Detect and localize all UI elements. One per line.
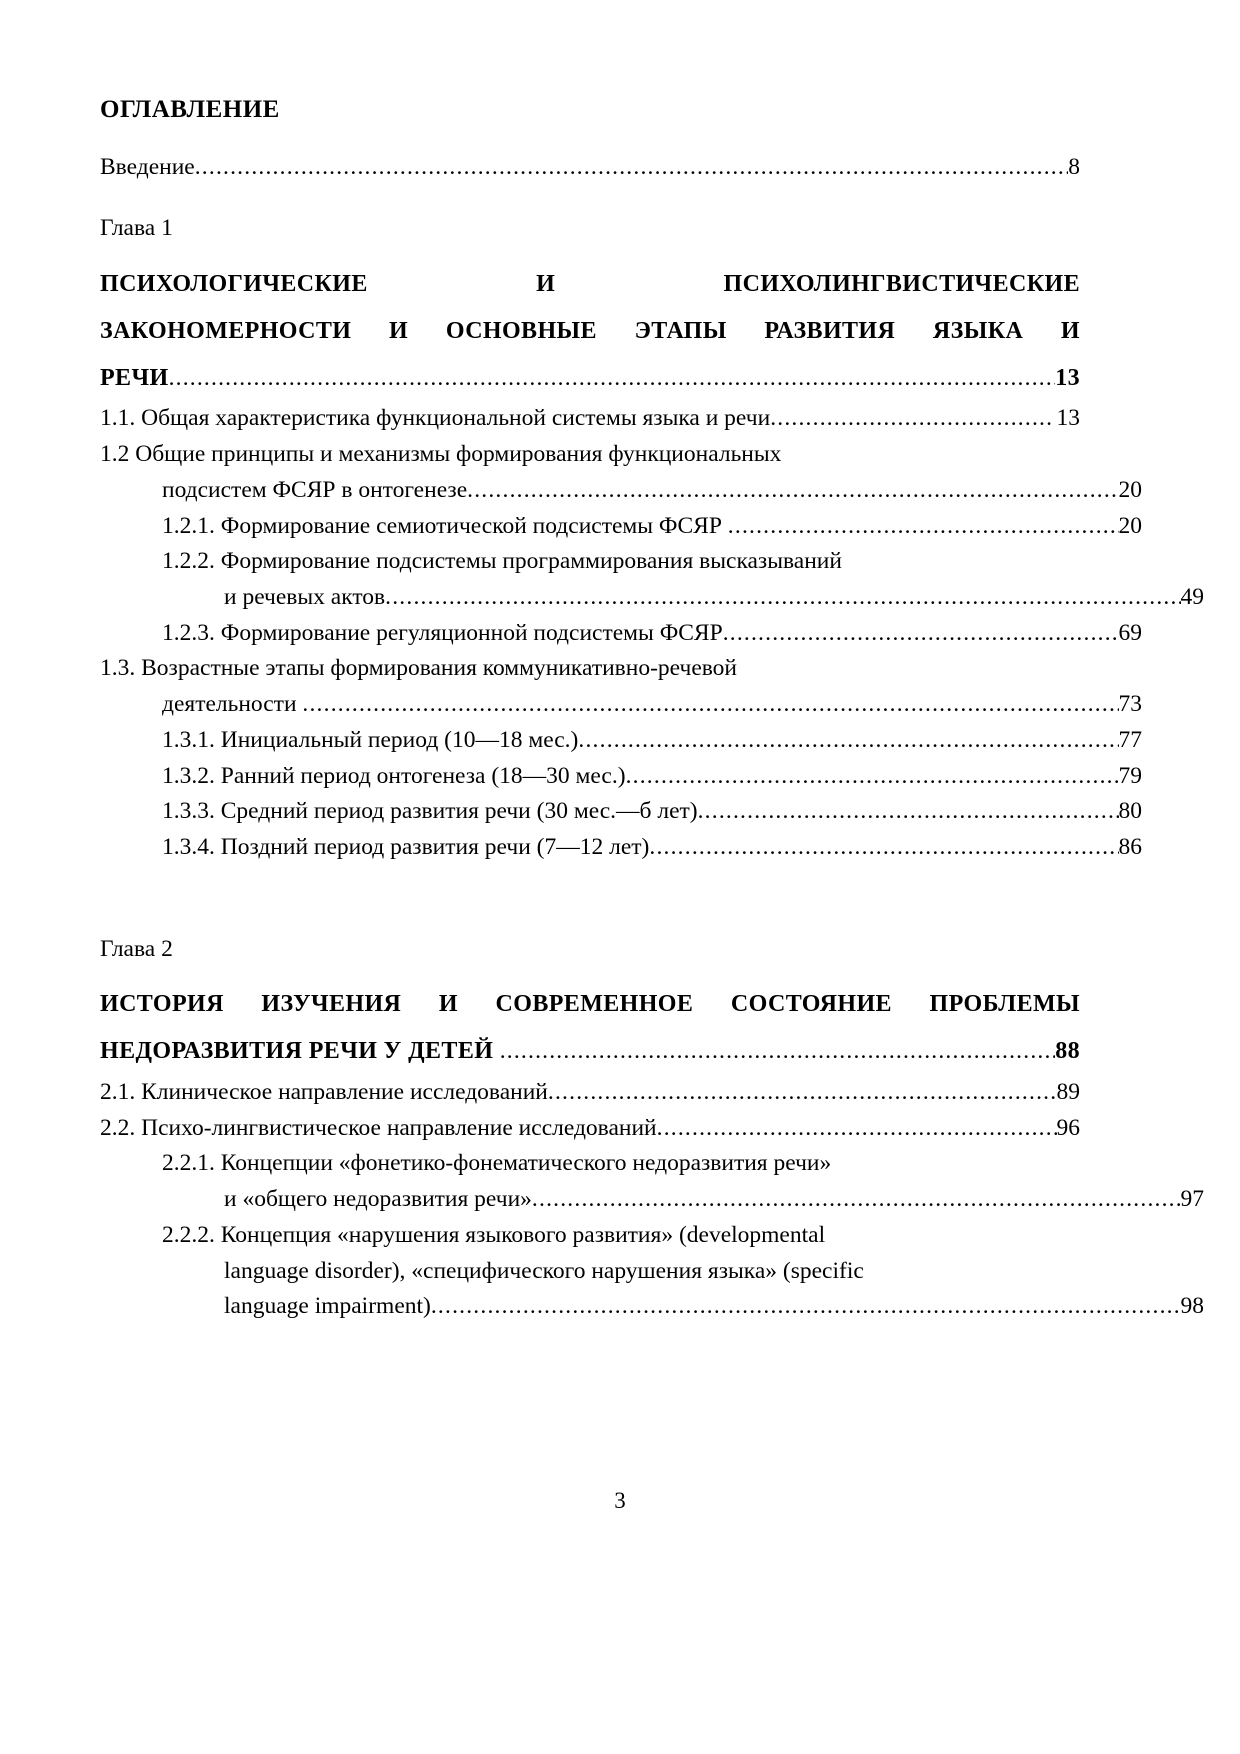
chapter-1-number: Глава 1 xyxy=(100,215,173,242)
toc-entry-page: 49 xyxy=(1180,583,1204,610)
toc-entry-1-3[interactable] xyxy=(100,687,1142,723)
dot-leader xyxy=(302,687,1118,723)
page-title: ОГЛАВЛЕНИЕ xyxy=(100,96,280,123)
toc-entry-page: 80 xyxy=(1118,798,1142,825)
toc-entry-label: деятельности xyxy=(162,691,303,718)
toc-entry-page: 20 xyxy=(1118,476,1142,503)
toc-entry-page: 89 xyxy=(1056,1079,1080,1106)
toc-entry-label: и речевых актов xyxy=(224,583,386,610)
toc-entry-label: language impairment) xyxy=(224,1293,431,1320)
toc-entry-label: и «общего недоразвития речи» xyxy=(224,1186,532,1213)
chapter-2-heading-page: 88 xyxy=(1055,1038,1080,1065)
toc-entry-2-2-2-line-2: language disorder), «специфического нарушения языка» (specific xyxy=(224,1257,864,1284)
toc-entry-label: 1.3.1. Инициальный период (10—18 мес.) xyxy=(162,726,579,753)
toc-entry-1-2-line-1: 1.2 Общие принципы и механизмы формирования функциональных xyxy=(100,441,782,468)
dot-leader xyxy=(728,509,1119,545)
page-folio: 3 xyxy=(614,1488,626,1513)
toc-entry-page: 69 xyxy=(1118,619,1142,646)
toc-entry-page: 77 xyxy=(1118,726,1142,753)
toc-entry-1-3-3[interactable] xyxy=(100,794,1142,830)
toc-entry-page: 13 xyxy=(1050,405,1080,432)
dot-leader xyxy=(532,1182,1181,1218)
toc-entry-1-2-3[interactable] xyxy=(100,616,1142,652)
toc-entry-label: 2.1. Клиническое направление исследований xyxy=(100,1079,548,1106)
dot-leader xyxy=(626,759,1119,795)
dot-leader xyxy=(500,1029,1055,1075)
toc-entry-page: 20 xyxy=(1118,512,1142,539)
toc-entry-label: 1.3.2. Ранний период онтогенеза (18—30 мес.) xyxy=(162,762,626,789)
toc-entry-1-2-1[interactable] xyxy=(100,509,1142,545)
dot-leader xyxy=(385,580,1180,616)
toc-entry-page: 96 xyxy=(1056,1114,1080,1141)
dot-leader xyxy=(698,794,1119,830)
toc-entry-label: подсистем ФСЯР в онтогенезе xyxy=(162,476,468,503)
toc-entry-page: 73 xyxy=(1118,691,1142,718)
toc-entry-label: 1.3.4. Поздний период развития речи (7—12 лет) xyxy=(162,833,650,860)
toc-entry-2-2-1[interactable] xyxy=(100,1182,1204,1218)
dot-leader xyxy=(169,356,1056,402)
toc-entry-introduction[interactable] xyxy=(100,150,1080,186)
chapter-1-heading-tail: РЕЧИ xyxy=(100,364,169,391)
chapter-2-heading-line-1: ИСТОРИЯ ИЗУЧЕНИЯ И СОВРЕМЕННОЕ СОСТОЯНИЕ ПРОБЛЕМЫ xyxy=(100,991,1080,1018)
dot-leader xyxy=(548,1075,1057,1111)
toc-entry-page: 98 xyxy=(1180,1293,1204,1320)
toc-entry-label: 1.2.3. Формирование регуляционной подсистемы ФСЯР xyxy=(162,619,723,646)
toc-entry-2-1[interactable] xyxy=(100,1075,1080,1111)
toc-entry-1-3-2[interactable] xyxy=(100,759,1142,795)
toc-entry-label: 2.2. Психо-лингвистическое направление исследований xyxy=(100,1114,657,1141)
chapter-1-heading-line-2: ЗАКОНОМЕРНОСТИ И ОСНОВНЫЕ ЭТАПЫ РАЗВИТИЯ ЯЗЫКА И xyxy=(100,317,1080,344)
toc-entry-page: 97 xyxy=(1180,1186,1204,1213)
toc-entry-2-2[interactable] xyxy=(100,1111,1080,1147)
toc-entry-1-1[interactable] xyxy=(100,401,1080,437)
toc-entry-label: 1.1. Общая характеристика функциональной системы языка и речи xyxy=(100,405,771,432)
toc-entry-1-2-2-line-1: 1.2.2. Формирование подсистемы программирования высказываний xyxy=(162,548,842,575)
dot-leader xyxy=(649,830,1118,866)
chapter-1-heading-page: 13 xyxy=(1055,364,1080,391)
chapter-2-heading-line-2[interactable] xyxy=(100,1028,1080,1075)
chapter-1-heading-line-3[interactable] xyxy=(100,355,1080,402)
dot-leader xyxy=(657,1111,1057,1147)
dot-leader xyxy=(467,473,1118,509)
chapter-2-heading-tail: НЕДОРАЗВИТИЯ РЕЧИ У ДЕТЕЙ xyxy=(100,1038,500,1065)
section-spacer xyxy=(100,866,1080,932)
toc-entry-1-2[interactable] xyxy=(100,473,1142,509)
dot-leader xyxy=(195,150,1069,186)
dot-leader xyxy=(431,1289,1181,1325)
toc-entry-2-2-2[interactable] xyxy=(100,1289,1204,1325)
toc-entry-label: Введение xyxy=(100,153,195,180)
toc-entry-page: 8 xyxy=(1068,153,1080,180)
dot-leader xyxy=(578,723,1118,759)
toc-entry-label: 1.2.1. Формирование семиотической подсистемы ФСЯР xyxy=(162,512,728,539)
toc-entry-1-3-line-1: 1.3. Возрастные этапы формирования коммуникативно-речевой xyxy=(100,655,738,682)
toc-entry-page: 86 xyxy=(1118,833,1142,860)
toc-entry-label: 1.3.3. Средний период развития речи (30 мес.—б лет) xyxy=(162,798,698,825)
chapter-1-heading-line-1: ПСИХОЛОГИЧЕСКИЕ И ПСИХОЛИНГВИСТИЧЕСКИЕ xyxy=(100,270,1080,297)
toc-entry-page: 79 xyxy=(1118,762,1142,789)
chapter-2-number: Глава 2 xyxy=(100,935,173,962)
dot-leader xyxy=(723,616,1119,652)
dot-leader xyxy=(770,401,1050,437)
toc-content xyxy=(100,96,1204,1325)
toc-entry-1-3-4[interactable] xyxy=(100,830,1142,866)
toc-entry-2-2-1-line-1: 2.2.1. Концепции «фонетико-фонематического недоразвития речи» xyxy=(162,1150,832,1177)
toc-entry-1-3-1[interactable] xyxy=(100,723,1142,759)
toc-entry-1-2-2[interactable] xyxy=(100,580,1204,616)
toc-entry-2-2-2-line-1: 2.2.2. Концепция «нарушения языкового развития» (developmental xyxy=(162,1221,826,1248)
